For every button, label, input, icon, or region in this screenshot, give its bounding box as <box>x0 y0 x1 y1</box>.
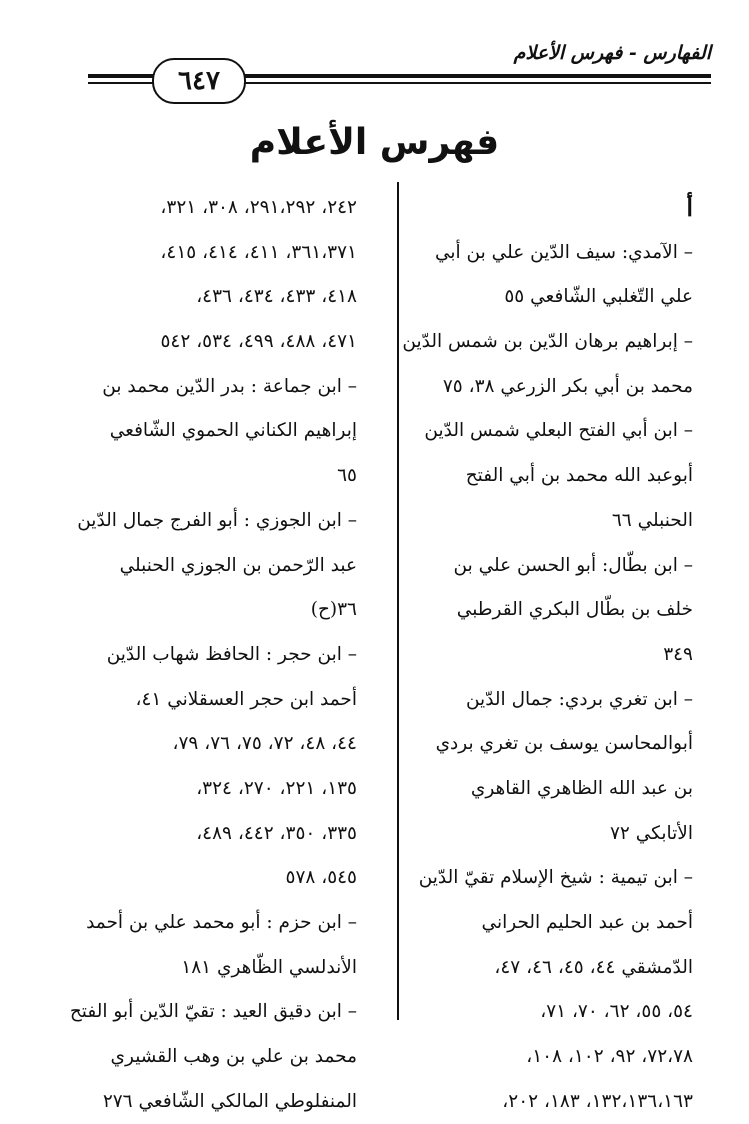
index-line: – ابن حجر : الحافظ شهاب الدّين <box>106 643 357 665</box>
index-line: ٤٧١، ٤٨٨، ٤٩٩، ٥٣٤، ٥٤٢ <box>160 331 357 353</box>
index-line: الحنبلي ٦٦ <box>611 509 693 531</box>
index-line: ٣٦(ح) <box>310 599 357 621</box>
index-line: علي التّغلبي الشّافعي ٥٥ <box>504 286 693 308</box>
index-line: المنفلوطي المالكي الشّافعي ٢٧٦ <box>102 1090 357 1112</box>
index-line: عبد الرّحمن بن الجوزي الحنبلي <box>119 554 357 576</box>
index-line: أحمد ابن حجر العسقلاني ٤١، <box>135 688 357 710</box>
index-line: بن عبد الله الظاهري القاهري <box>470 777 693 799</box>
index-line: محمد بن علي بن وهب القشيري <box>110 1046 357 1068</box>
index-line: محمد بن أبي بكر الزرعي ٣٨، ٧٥ <box>442 375 693 397</box>
index-line: ١٣٥، ٢٢١، ٢٧٠، ٣٢٤، <box>196 777 357 799</box>
index-line: ٤١٨، ٤٣٣، ٤٣٤، ٤٣٦، <box>196 286 357 308</box>
index-line: – إبراهيم برهان الدّين بن شمس الدّين <box>402 331 693 353</box>
index-line: الأتابكي ٧٢ <box>609 822 693 844</box>
index-line: إبراهيم الكناني الحموي الشّافعي <box>109 420 357 442</box>
index-line: ٣٣٥، ٣٥٠، ٤٤٢، ٤٨٩، <box>196 822 357 844</box>
index-line: ٥٤٥، ٥٧٨ <box>285 867 357 889</box>
index-line: – ابن أبي الفتح البعلي شمس الدّين <box>424 420 693 442</box>
index-line: ٤٤، ٤٨، ٧٢، ٧٥، ٧٦، ٧٩، <box>172 733 357 755</box>
index-line: ٦٥ <box>337 465 357 487</box>
index-line: ٧٢،٧٨، ٩٢، ١٠٢، ١٠٨، <box>526 1046 693 1068</box>
index-line: أ <box>686 193 693 222</box>
index-line: – ابن تيمية : شيخ الإسلام تقيّ الدّين <box>418 867 693 889</box>
index-line: أبوعبد الله محمد بن أبي الفتح <box>465 465 693 487</box>
index-line: – ابن حزم : أبو محمد علي بن أحمد <box>86 912 357 933</box>
index-line: الدّمشقي ٤٤، ٤٥، ٤٦، ٤٧، <box>494 956 693 978</box>
index-line: ٣٦١،٣٧١، ٤١١، ٤١٤، ٤١٥، <box>160 241 357 263</box>
index-line: ٢٤٢، ٢٩١،٢٩٢، ٣٠٨، ٣٢١، <box>160 197 357 218</box>
index-line: – ابن بطّال: أبو الحسن علي بن <box>453 554 693 576</box>
index-line: ٥٤، ٥٥، ٦٢، ٧٠، ٧١، <box>540 1001 693 1023</box>
index-title: فهرس الأعلام <box>249 122 500 163</box>
index-line: – ابن دقيق العيد : تقيّ الدّين أبو الفتح <box>69 1001 357 1023</box>
index-line: ١٣٢،١٣٦،١٦٣، ١٨٣، ٢٠٢، <box>502 1090 693 1112</box>
index-line: أبوالمحاسن يوسف بن تغري بردي <box>435 733 693 755</box>
index-line: – ابن جماعة : بدر الدّين محمد بن <box>102 375 357 397</box>
index-line: خلف بن بطّال البكري القرطبي <box>456 599 693 621</box>
index-line: أحمد بن عبد الحليم الحراني <box>481 912 693 933</box>
index-line: الأندلسي الظّاهري ١٨١ <box>181 956 357 978</box>
index-line: – ابن الجوزي : أبو الفرج جمال الدّين <box>77 509 357 531</box>
index-line: – الآمدي: سيف الدّين علي بن أبي <box>434 241 693 263</box>
index-line: ٣٤٩ <box>663 643 693 665</box>
running-head: الفهارس - فهرس الأعلام <box>513 42 711 64</box>
left-column <box>42 186 357 1124</box>
index-line: – ابن تغري بردي: جمال الدّين <box>465 688 693 710</box>
right-column <box>373 186 693 1124</box>
page-number: ٦٤٧ <box>152 58 246 104</box>
